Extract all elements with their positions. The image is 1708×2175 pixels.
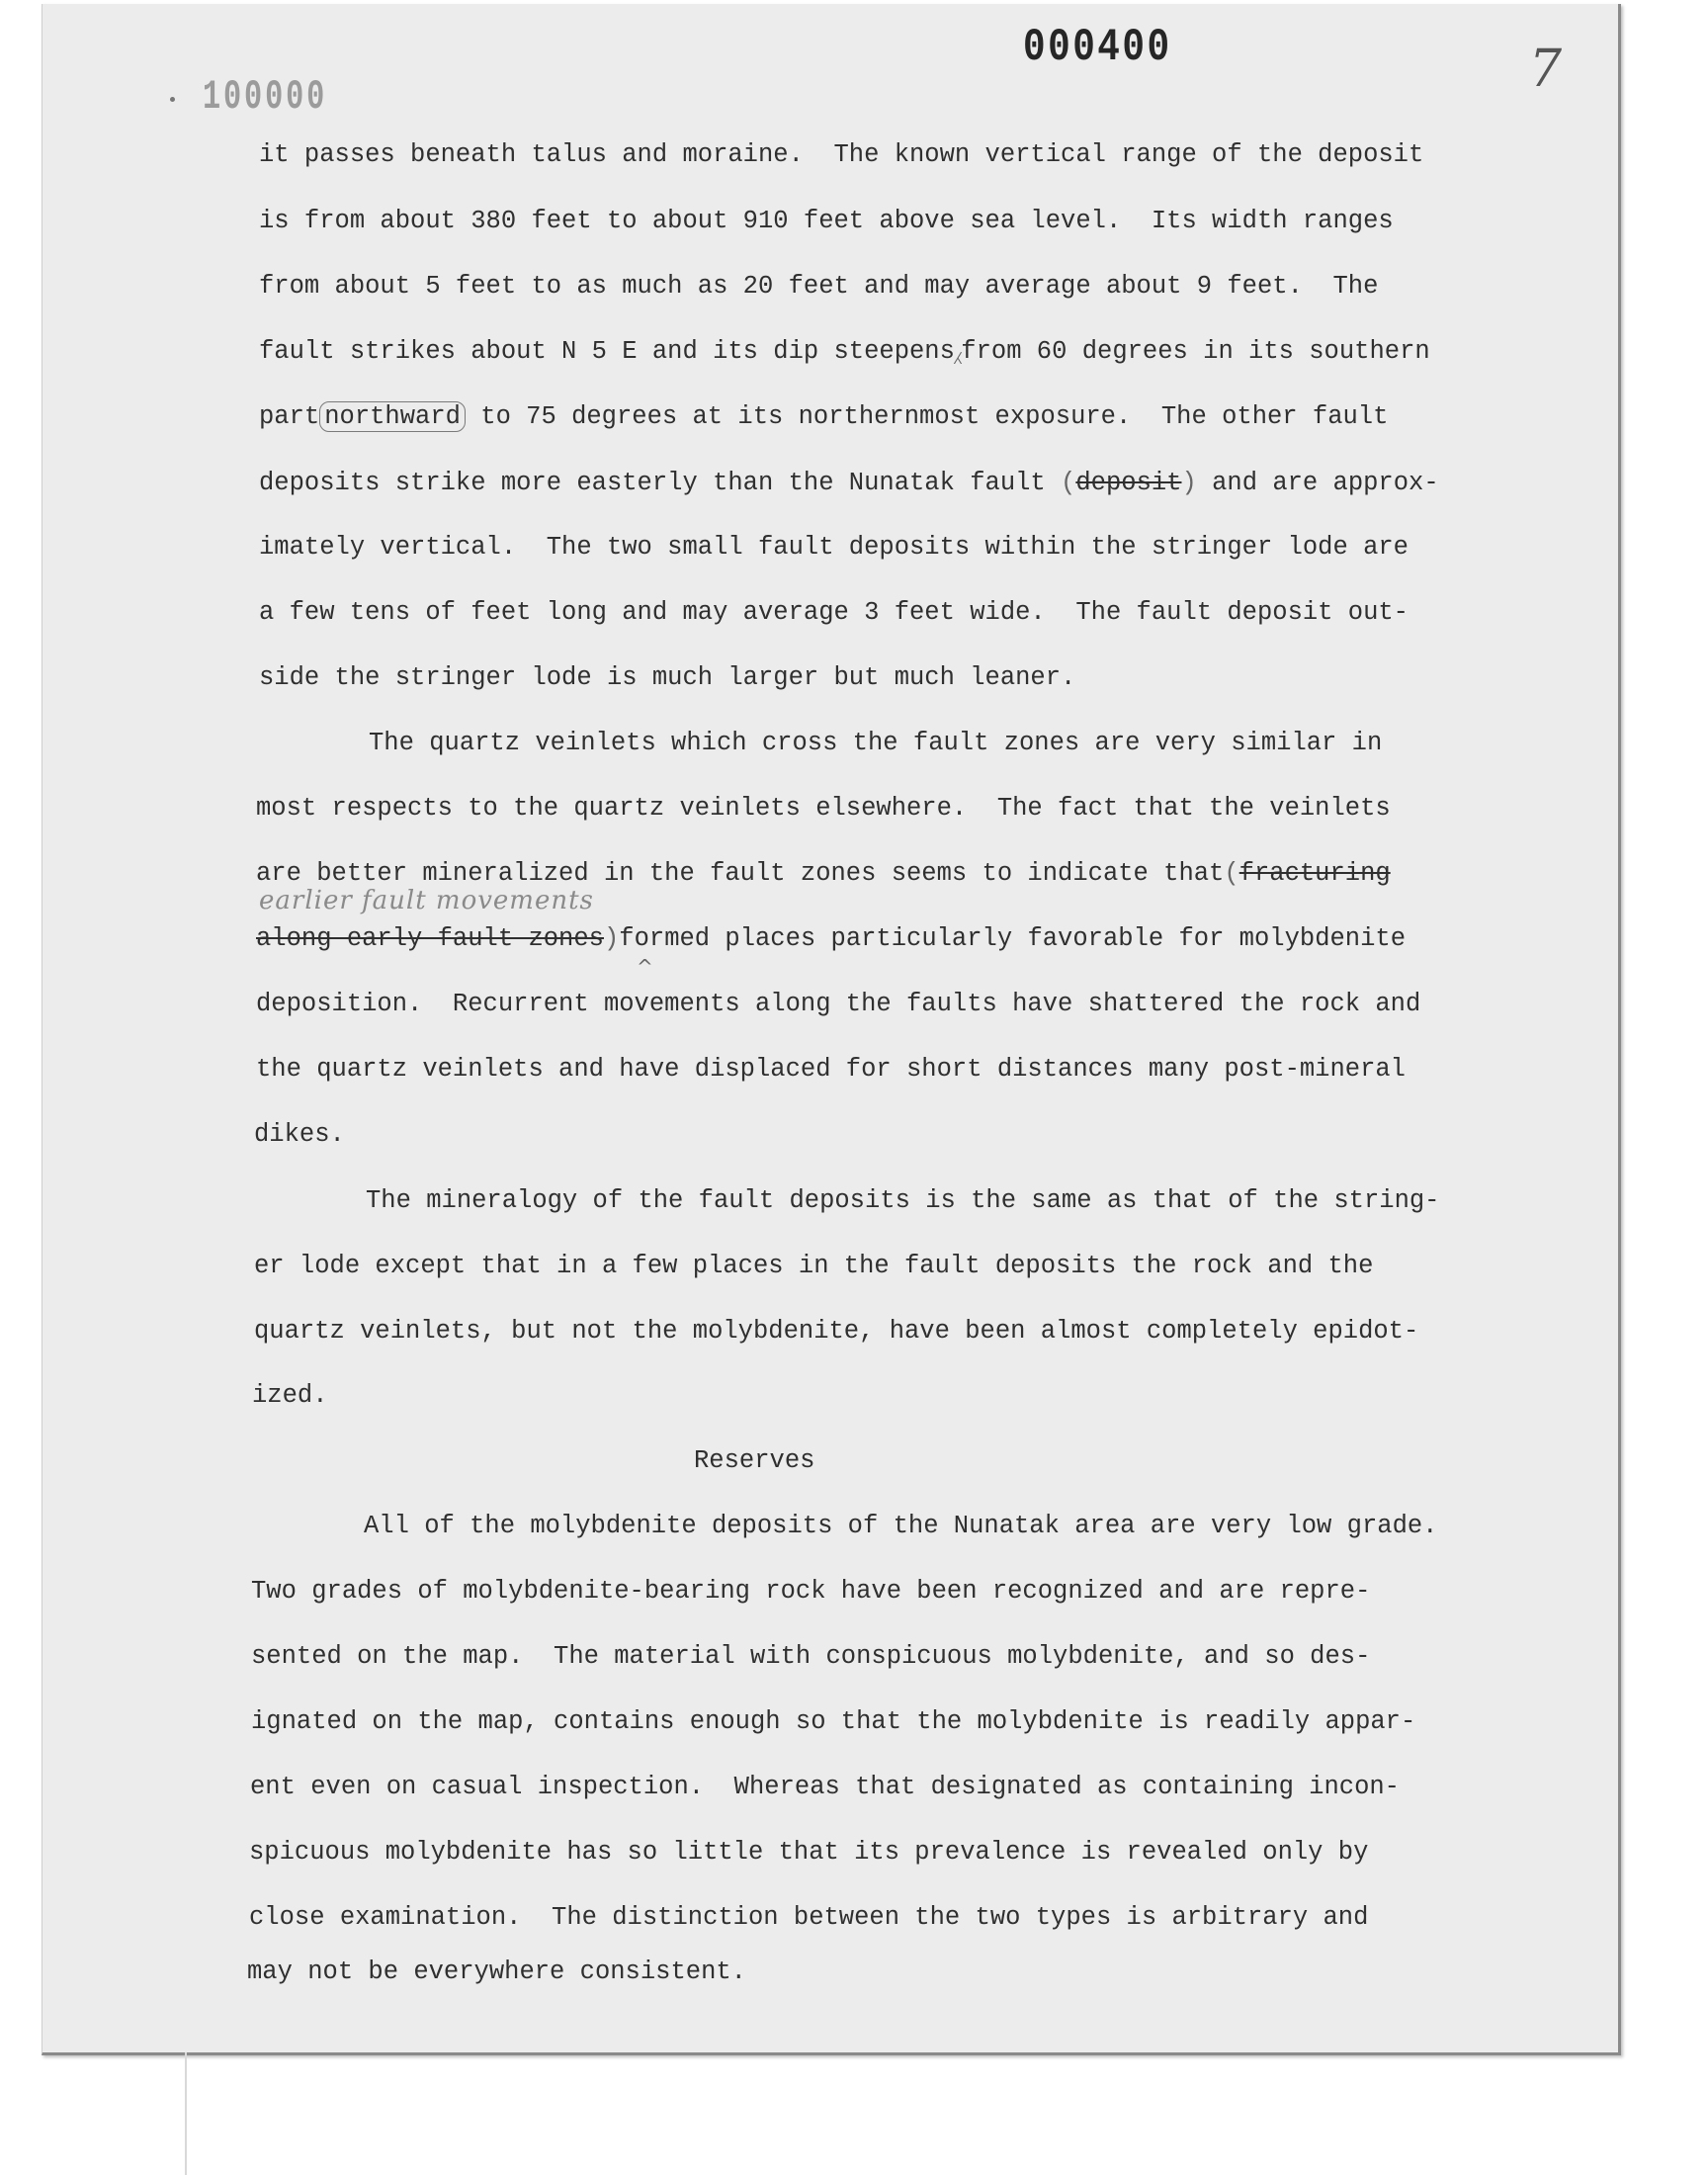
text-segment: fault strikes about N 5 E and its dip steepens <box>259 337 955 366</box>
text-line <box>256 859 1391 889</box>
text-line <box>259 337 1430 367</box>
text-segment: part <box>259 402 320 431</box>
text-line: sented on the map. The material with conspicuous molybdenite, and so des- <box>251 1642 1371 1671</box>
edit-paren: ) <box>1181 469 1197 497</box>
edit-paren: ) <box>603 924 620 953</box>
text-line: close examination. The distinction between the two types is arbitrary and <box>249 1903 1369 1932</box>
text-line: The mineralogy of the fault deposits is the same as that of the string- <box>366 1186 1440 1215</box>
text-segment: and are approx- <box>1212 469 1439 497</box>
caret-insertion-icon: ^ <box>637 955 653 979</box>
struck-phrase: along early fault zones <box>256 924 604 953</box>
text-line: dikes. <box>254 1120 345 1149</box>
text-line <box>259 469 1439 498</box>
page-edge-divider <box>185 2052 187 2175</box>
struck-word: fracturing <box>1238 859 1391 888</box>
text-segment: formed places particularly favorable for molybdenite <box>619 924 1407 953</box>
text-line: a few tens of feet long and may average 3 feet wide. The fault deposit out- <box>259 598 1409 627</box>
text-segment: deposits strike more easterly than the Nunatak fault <box>259 469 1046 497</box>
document-page <box>42 4 1621 2055</box>
text-line: from about 5 feet to as much as 20 feet and may average about 9 feet. The <box>259 272 1379 301</box>
text-line: is from about 380 feet to about 910 feet above sea level. Its width ranges <box>259 207 1394 235</box>
text-segment: are better mineralized in the fault zones seems to indicate that <box>256 859 1225 888</box>
page-number: 7 <box>1529 40 1563 99</box>
edit-paren: ( <box>1224 859 1239 888</box>
stamp-mark-icon <box>170 97 175 102</box>
text-line: er lode except that in a few places in the fault deposits the rock and the <box>254 1252 1374 1280</box>
stamp-number: 100000 <box>203 73 328 121</box>
text-line: side the stringer lode is much larger but much leaner. <box>259 663 1076 692</box>
edit-paren: ( <box>1061 469 1076 497</box>
text-line: most respects to the quartz veinlets elsewhere. The fact that the veinlets <box>256 794 1391 823</box>
circled-word: northward <box>319 401 466 432</box>
text-line: ent even on casual inspection. Whereas that designated as containing incon- <box>250 1773 1400 1801</box>
section-heading-reserves: Reserves <box>694 1446 815 1475</box>
text-segment: to 75 degrees at its northernmost exposure. The other fault <box>480 402 1389 431</box>
text-line: spicuous molybdenite has so little that its prevalence is revealed only by <box>249 1838 1369 1867</box>
document-number: 000400 <box>1023 22 1172 73</box>
struck-word: deposit <box>1075 469 1182 497</box>
text-line: All of the molybdenite deposits of the Nunatak area are very low grade. <box>364 1512 1438 1540</box>
text-line: imately vertical. The two small fault deposits within the stringer lode are <box>259 533 1409 562</box>
text-line: The quartz veinlets which cross the fault zones are very similar in <box>369 729 1383 757</box>
text-segment: from 60 degrees in its southern <box>961 337 1430 366</box>
text-line: deposition. Recurrent movements along the faults have shattered the rock and <box>256 990 1421 1018</box>
text-line: quartz veinlets, but not the molybdenite, have been almost completely epidot- <box>254 1317 1419 1346</box>
text-line: Two grades of molybdenite-bearing rock have been recognized and are repre- <box>251 1577 1371 1606</box>
text-line: it passes beneath talus and moraine. The known vertical range of the deposit <box>259 140 1424 169</box>
text-line <box>256 924 1406 954</box>
text-line <box>259 402 1388 432</box>
insertion-mark: ⁁ <box>954 337 962 366</box>
text-line: the quartz veinlets and have displaced for short distances many post-mineral <box>256 1055 1406 1084</box>
text-line: may not be everywhere consistent. <box>247 1958 746 1986</box>
handwritten-insert: earlier fault movements <box>259 886 594 915</box>
text-line: ignated on the map, contains enough so that the molybdenite is readily appar- <box>251 1707 1416 1736</box>
text-line: ized. <box>252 1381 328 1410</box>
